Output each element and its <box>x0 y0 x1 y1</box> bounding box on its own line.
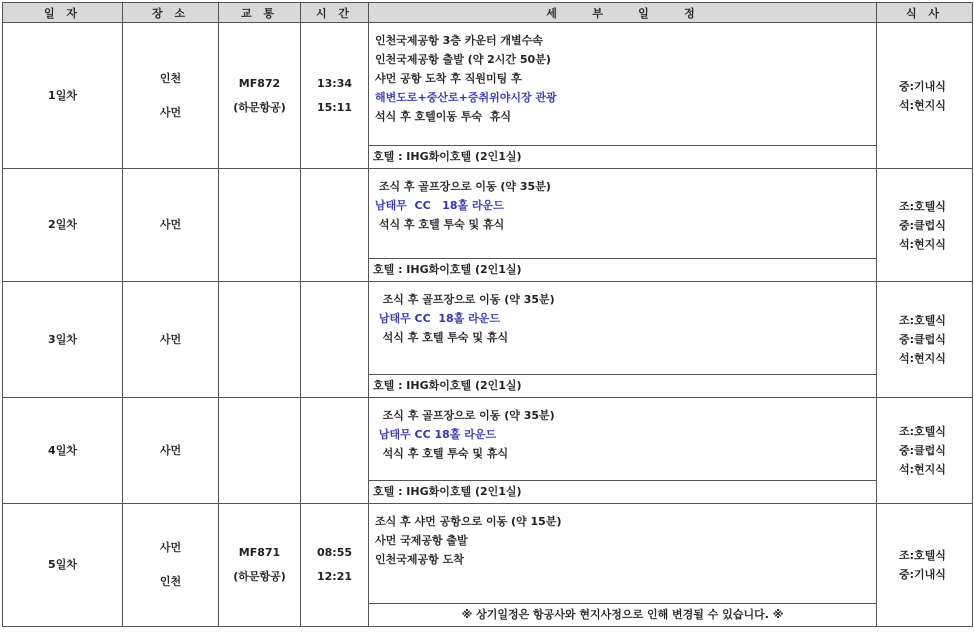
transport-cell <box>219 282 301 398</box>
time-cell <box>301 23 369 169</box>
detail-cell <box>369 169 877 282</box>
hotel-info: 호텔 : IHG화이호텔 (2인1실) <box>369 480 876 503</box>
schedule-line: 석식 후 호텔 투숙 및 휴식 <box>375 447 509 460</box>
flight-info: MF872 <box>238 76 281 90</box>
detail-cell <box>369 398 877 504</box>
detail-lines <box>369 504 876 603</box>
meal-item: 중:클럽식 <box>899 333 946 346</box>
day-cell: 1일차 <box>3 23 123 169</box>
header-detail: 세 부 일 정 <box>369 3 877 23</box>
schedule-line: 조식 후 샤먼 공항으로 이동 (약 15분) <box>375 515 562 528</box>
place-name: 사먼 <box>159 105 182 119</box>
meal-item: 석:현지식 <box>899 98 946 112</box>
flight-info: (하문항공) <box>233 100 286 114</box>
day-cell: 3일차 <box>3 282 123 398</box>
header-day: 일 자 <box>3 3 123 23</box>
schedule-line: 석식 후 호텔 투숙 및 휴식 <box>375 331 509 344</box>
itinerary-table <box>2 2 973 627</box>
schedule-line: 조식 후 골프장으로 이동 (약 35분) <box>375 293 555 306</box>
time-cell <box>301 398 369 504</box>
place-name: 인천 <box>159 575 182 588</box>
schedule-line: 조식 후 골프장으로 이동 (약 35분) <box>375 409 555 422</box>
schedule-line: 사먼 국제공항 출발 <box>375 534 468 547</box>
meal-item: 중:클럽식 <box>899 444 946 457</box>
hotel-info: 호텔 : IHG화이호텔 (2인1실) <box>369 374 876 397</box>
place-cell <box>123 23 219 169</box>
header-meal: 식 사 <box>877 3 973 23</box>
schedule-line: 해변도로+중산로+증취위야시장 관광 <box>375 91 557 104</box>
place-cell <box>123 504 219 627</box>
table-row <box>3 282 973 398</box>
meal-item: 석:현지식 <box>899 463 946 476</box>
meal-cell <box>877 504 973 627</box>
schedule-line: 석식 후 호텔이동 투숙 휴식 <box>375 110 512 123</box>
schedule-line: 인천국제공항 출발 (약 2시간 50분) <box>375 53 551 66</box>
schedule-line: 샤먼 공항 도착 후 직원미팅 후 <box>375 72 522 85</box>
time-cell <box>301 282 369 398</box>
place-name: 사먼 <box>159 541 182 554</box>
header-transport: 교 통 <box>219 3 301 23</box>
meal-item: 중:기내식 <box>899 568 946 581</box>
schedule-notice: ※ 상기일정은 항공사와 현지사정으로 인해 변경될 수 있습니다. ※ <box>369 603 876 626</box>
schedule-line: 석식 후 호텔 투숙 및 휴식 <box>375 218 505 231</box>
detail-lines <box>369 23 876 145</box>
flight-time: 15:11 <box>316 100 352 114</box>
hotel-info: 호텔 : IHG화이호텔 (2인1실) <box>369 145 876 168</box>
schedule-line: 인천국제공항 도착 <box>375 553 464 566</box>
place-cell <box>123 282 219 398</box>
time-cell <box>301 169 369 282</box>
schedule-line: 조식 후 골프장으로 이동 (약 35분) <box>375 180 551 193</box>
detail-lines <box>369 169 876 258</box>
transport-cell <box>219 169 301 282</box>
schedule-line: 인천국제공항 3층 카운터 개별수속 <box>375 34 543 47</box>
itinerary-body <box>3 23 973 627</box>
place-name: 사먼 <box>159 332 182 346</box>
meal-item: 석:현지식 <box>899 237 946 251</box>
meal-item: 조:호텔식 <box>899 425 946 438</box>
meal-item: 조:호텔식 <box>899 199 946 213</box>
hotel-info: 호텔 : IHG화이호텔 (2인1실) <box>369 258 876 281</box>
table-row <box>3 23 973 169</box>
meal-item: 조:호텔식 <box>899 314 946 327</box>
flight-time: 12:21 <box>316 570 352 583</box>
flight-info: MF871 <box>238 546 281 559</box>
day-cell: 4일차 <box>3 398 123 504</box>
flight-info: (하문항공) <box>233 570 286 583</box>
place-name: 사먼 <box>159 218 182 231</box>
meal-cell <box>877 398 973 504</box>
schedule-line: 남태무 CC 18홀 라운드 <box>375 312 500 325</box>
transport-cell <box>219 23 301 169</box>
table-row <box>3 398 973 504</box>
header-time: 시 간 <box>301 3 369 23</box>
table-row <box>3 504 973 627</box>
day-cell: 5일차 <box>3 504 123 627</box>
transport-cell <box>219 398 301 504</box>
transport-cell <box>219 504 301 627</box>
schedule-line: 남태무 CC 18홀 라운드 <box>375 428 497 441</box>
place-name: 인천 <box>159 71 182 85</box>
time-cell <box>301 504 369 627</box>
flight-time: 08:55 <box>316 546 352 559</box>
meal-cell <box>877 282 973 398</box>
meal-cell <box>877 169 973 282</box>
detail-cell <box>369 504 877 627</box>
day-cell: 2일차 <box>3 169 123 282</box>
flight-time: 13:34 <box>316 76 352 90</box>
table-row <box>3 169 973 282</box>
header-row <box>3 3 973 23</box>
meal-item: 조:호텔식 <box>899 549 946 562</box>
place-name: 사먼 <box>159 443 182 457</box>
meal-item: 석:현지식 <box>899 352 946 365</box>
detail-cell <box>369 282 877 398</box>
detail-lines <box>369 398 876 480</box>
detail-cell <box>369 23 877 169</box>
place-cell <box>123 169 219 282</box>
meal-item: 중:기내식 <box>899 79 946 93</box>
schedule-line: 남태무 CC 18홀 라운드 <box>375 199 504 212</box>
detail-lines <box>369 282 876 374</box>
meal-item: 중:클럽식 <box>899 218 946 232</box>
place-cell <box>123 398 219 504</box>
header-place: 장 소 <box>123 3 219 23</box>
meal-cell <box>877 23 973 169</box>
